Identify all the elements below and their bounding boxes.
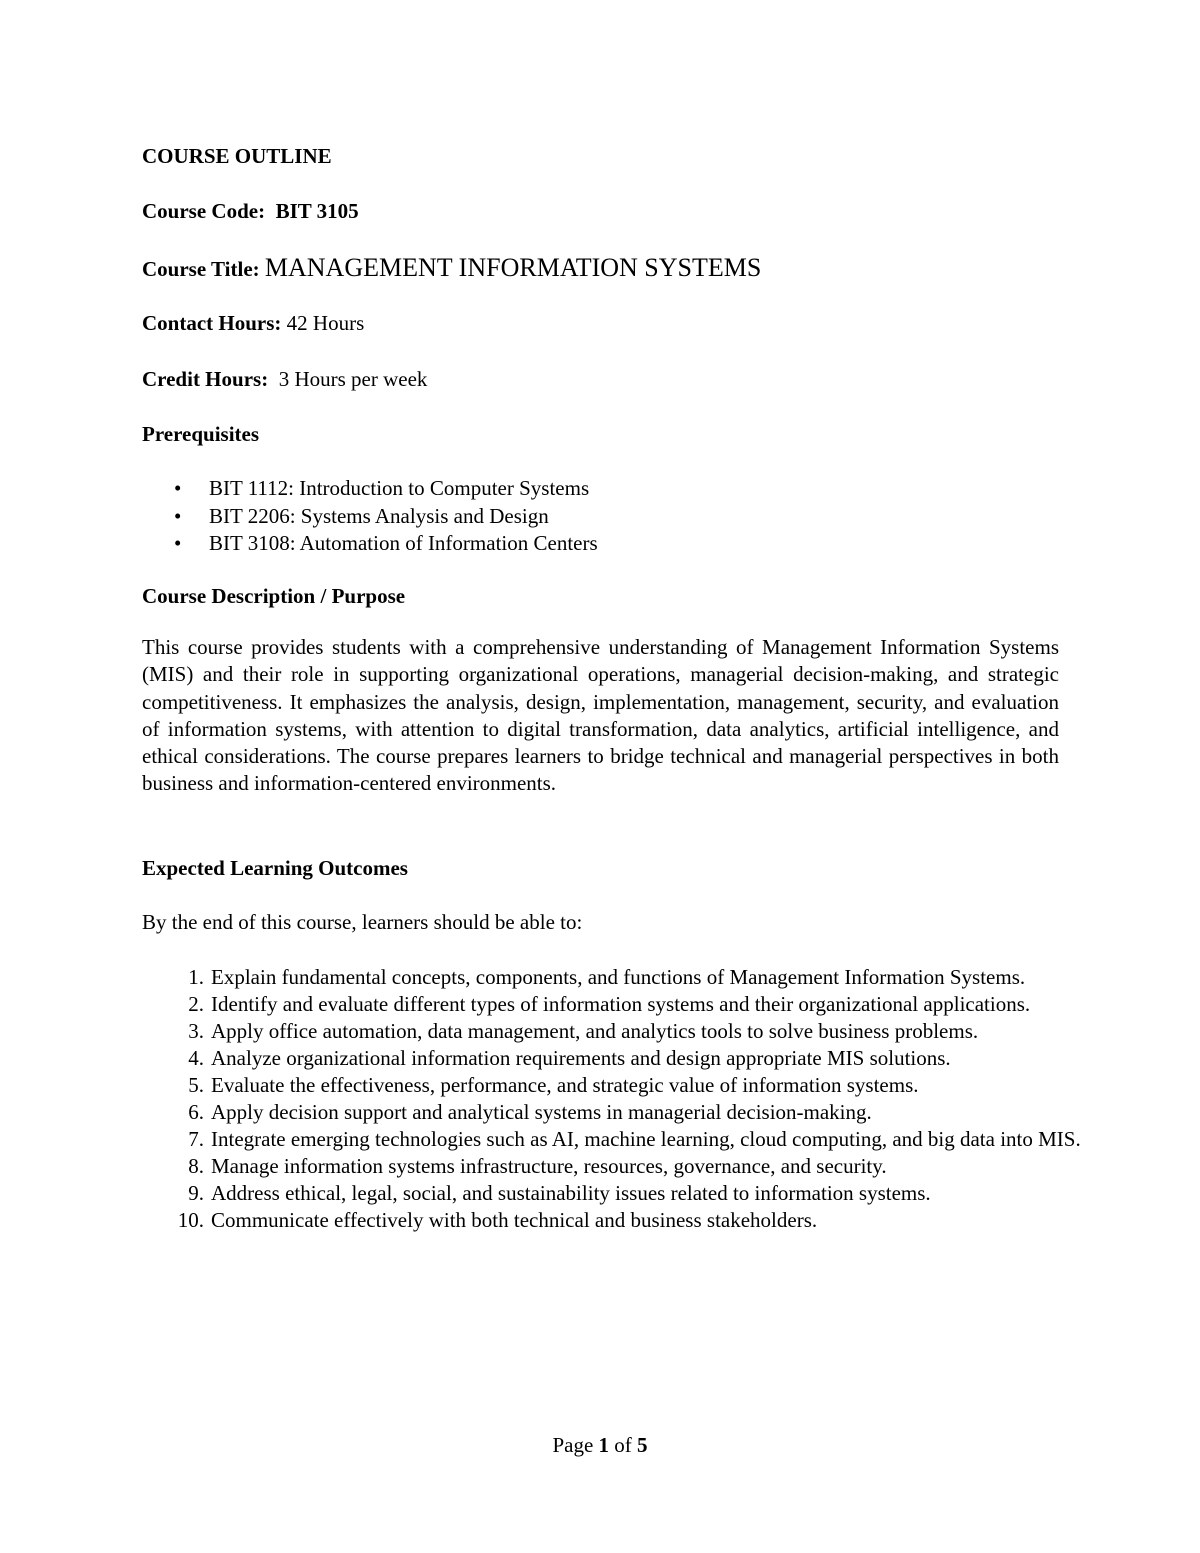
outcomes-list — [142, 964, 1082, 1234]
list-item — [142, 1180, 1082, 1207]
prerequisite-text: BIT 3108: Automation of Information Centers — [209, 531, 598, 555]
outcome-text: Apply decision support and analytical systems in managerial decision-making. — [211, 1100, 872, 1124]
outcome-number: 10. — [177, 1208, 204, 1232]
outcome-text: Communicate effectively with both technical and business stakeholders. — [211, 1208, 818, 1232]
prerequisite-text: BIT 2206: Systems Analysis and Design — [209, 503, 549, 528]
list-item — [142, 475, 942, 503]
outcome-text: Analyze organizational information requirements and design appropriate MIS solutions. — [211, 1046, 951, 1070]
outcome-number: 7. — [188, 1127, 204, 1151]
description-heading: Course Description / Purpose — [142, 584, 406, 608]
outcome-number: 8. — [188, 1154, 204, 1178]
outcome-number: 1. — [188, 965, 204, 989]
credit-hours-value: 3 Hours per week — [278, 367, 428, 391]
list-item — [142, 1099, 1082, 1126]
page-footer — [0, 1432, 1200, 1459]
list-item — [142, 1045, 1082, 1072]
outcome-text: Address ethical, legal, social, and sustainability issues related to information systems. — [211, 1181, 931, 1205]
list-item — [142, 530, 942, 558]
outcome-text: Explain fundamental concepts, components, and functions of Management Information Systems. — [211, 965, 1026, 989]
course-code-line — [142, 198, 359, 225]
list-item — [142, 503, 942, 531]
page-current: 1 — [598, 1433, 610, 1457]
outcomes-intro: By the end of this course, learners should be able to: — [142, 910, 583, 934]
course-title-label: Course Title: — [142, 257, 260, 281]
prerequisite-text: BIT 1112: Introduction to Computer Systems — [209, 476, 590, 500]
outcome-number: 6. — [188, 1100, 204, 1124]
bullet-icon: • — [174, 531, 182, 555]
outcome-text: Integrate emerging technologies such as AI, machine learning, cloud computing, and big data into MIS. — [211, 1127, 1081, 1151]
course-description: This course provides students with a comprehensive understanding of Management Information Systems (MIS) and their role in supporting organizational operations, managerial decision-making, and strategic competitiveness. It emphasizes the analysis, design, implementation, management, security, and evaluation of information systems, with attention to digital transformation, data analytics, artificial intelligence, and ethical considerations. The course prepares learners to bridge technical and managerial perspectives in both business and information-centered environments. — [142, 635, 1059, 796]
outcomes-heading: Expected Learning Outcomes — [142, 856, 408, 880]
course-code-label: Course Code: — [142, 199, 266, 223]
bullet-icon: • — [174, 476, 182, 500]
outcome-number: 5. — [188, 1073, 204, 1097]
bullet-icon: • — [174, 503, 182, 528]
list-item — [142, 1153, 1082, 1180]
list-item — [142, 1126, 1082, 1153]
prerequisites-list — [142, 475, 942, 558]
outcome-text: Evaluate the effectiveness, performance, and strategic value of information systems. — [211, 1073, 919, 1097]
contact-hours-label: Contact Hours: — [142, 311, 282, 335]
credit-hours-line — [142, 366, 427, 393]
list-item — [142, 1207, 1082, 1234]
list-item — [142, 1072, 1082, 1099]
outcome-number: 2. — [188, 992, 204, 1016]
document-heading: COURSE OUTLINE — [142, 144, 332, 168]
contact-hours-line — [142, 310, 364, 337]
page-word: Page — [552, 1433, 594, 1457]
outcome-text: Manage information systems infrastructure, resources, governance, and security. — [211, 1154, 887, 1178]
contact-hours-value: 42 Hours — [286, 311, 365, 335]
course-title-line — [142, 254, 761, 283]
outcome-number: 4. — [188, 1046, 204, 1070]
outcome-number: 9. — [188, 1181, 204, 1205]
prerequisites-heading: Prerequisites — [142, 422, 260, 446]
outcome-number: 3. — [188, 1019, 204, 1043]
list-item — [142, 1018, 1082, 1045]
course-title-value: MANAGEMENT INFORMATION SYSTEMS — [264, 253, 762, 282]
outcome-text: Apply office automation, data management, and analytics tools to solve business problems. — [211, 1019, 979, 1043]
page-total: 5 — [637, 1433, 648, 1457]
course-code-value: BIT 3105 — [275, 199, 359, 223]
list-item — [142, 964, 1082, 991]
credit-hours-label: Credit Hours: — [142, 367, 269, 391]
of-word: of — [614, 1433, 632, 1457]
outcome-text: Identify and evaluate different types of information systems and their organizational applications. — [211, 992, 1031, 1016]
list-item — [142, 991, 1082, 1018]
